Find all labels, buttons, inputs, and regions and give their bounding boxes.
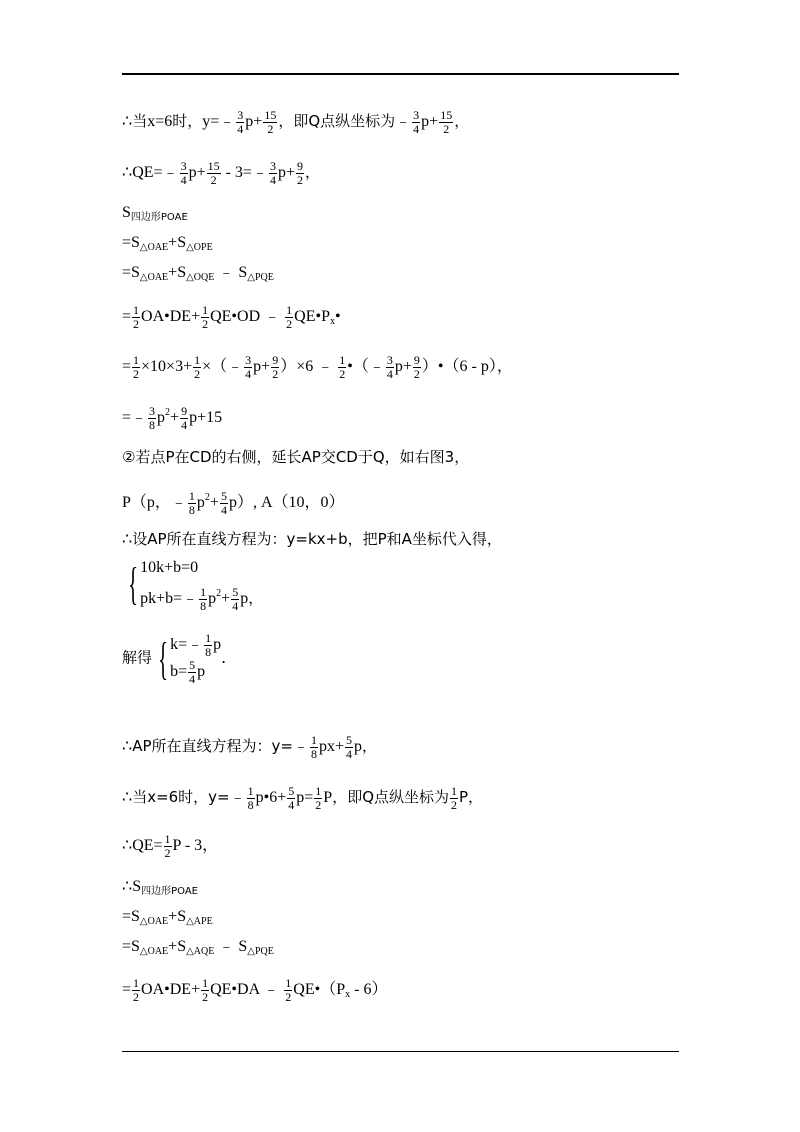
line-2: ∴QE=﹣ $\frac{3}{4}$ p+ $\frac{15}{2}$ - 3=﹣ $\frac{3}{4}$ p+ $\frac{9}{2}$ ， xyxy=(122,159,321,187)
fraction: $\frac{1}{2}$ xyxy=(451,784,458,812)
fraction: $\frac{3}{4}$ xyxy=(413,108,420,136)
fraction: $\frac{1}{2}$ xyxy=(133,353,140,381)
fraction: $\frac{3}{4}$ xyxy=(245,353,252,381)
fraction: $\frac{1}{2}$ xyxy=(202,303,209,331)
line-6: = $\frac{1}{2}$ OA•DE+ $\frac{1}{2}$ QE•OD ﹣ $\frac{1}{2}$ $QE•P_x•$ xyxy=(122,303,341,331)
fraction: $\frac{5}{4}$ xyxy=(346,733,352,761)
line-7: = $\frac{1}{2}$ ×10×3+ $\frac{1}{2}$ ×（﹣ $\frac{3}{4}$ p+ $\frac{9}{2}$ ）×6 ﹣ $\frac{1}{2}$ •（﹣ $\frac{3}{4}$ p+ $\frac{9}{2}$ ）•（6 - p）， xyxy=(122,353,513,381)
line-18: $=S_{\triangle OAE}+S_{\triangle APE}$ xyxy=(122,908,213,927)
line-16: ∴QE= $\frac{1}{2}$ P - 3， xyxy=(122,832,219,860)
fraction: $\frac{9}{2}$ xyxy=(413,353,420,381)
fraction: $\frac{1}{8}$ xyxy=(310,733,317,761)
line-14: ∴AP所在直线方程为：y=﹣ $\frac{1}{8}$ px+ $\frac{5}{4}$ p， xyxy=(122,733,378,761)
fraction: $\frac{9}{2}$ xyxy=(272,353,279,381)
fraction: $\frac{3}{4}$ xyxy=(386,353,393,381)
fraction: $\frac{1}{8}$ xyxy=(205,631,212,659)
fraction: $\frac{9}{4}$ xyxy=(181,403,188,432)
fraction: $\frac{1}{8}$ xyxy=(200,584,207,613)
fraction: $\frac{3}{4}$ xyxy=(180,159,187,187)
header-rule xyxy=(122,73,679,75)
line-15: ∴当x=6时，y=﹣ $\frac{1}{8}$ p•6+ $\frac{5}{4}$ p= $\frac{1}{2}$ P，即Q点纵坐标为 $\frac{1}{2}$ P， xyxy=(122,784,484,812)
fraction: $\frac{1}{2}$ xyxy=(286,303,293,331)
fraction: $\frac{1}{8}$ xyxy=(247,784,254,812)
fraction: $\frac{3}{8}$ xyxy=(149,403,156,432)
line-20: = $\frac{1}{2}$ OA•DE+ $\frac{1}{2}$ QE•DA ﹣ $\frac{1}{2}$ $QE•(P_x - 6)$ xyxy=(122,976,388,1004)
line-5: $=S_{\triangle OAE}+S_{\triangle OQE}$ ﹣ $S_{\triangle PQE}$ xyxy=(122,264,274,283)
line-10: P（p，﹣ $\frac{1}{8}$ $p^2+$ $\frac{5}{4}$ p）, A（10，0） xyxy=(122,488,345,517)
fraction: $\frac{1}{2}$ xyxy=(164,832,171,860)
line-9: ②若点P在CD的右侧，延长AP交CD于Q，如右图3， xyxy=(122,448,470,466)
fraction: $\frac{5}{4}$ xyxy=(232,584,239,613)
fraction: $\frac{15}{2}$ xyxy=(440,108,453,136)
equation-system-1: { 10k+b=0 pk+b=﹣ $\frac{1}{8}$ $p^2+$ $\frac{5}{4}$ p， xyxy=(128,557,264,613)
fraction: $\frac{5}{4}$ xyxy=(220,488,227,517)
line-17: $\therefore S_{四边形POAE}$ xyxy=(122,878,198,897)
fraction: $\frac{1}{2}$ xyxy=(202,976,209,1004)
fraction: $\frac{5}{4}$ xyxy=(288,784,295,812)
fraction: $\frac{15}{2}$ xyxy=(207,159,220,187)
fraction: $\frac{1}{2}$ xyxy=(285,976,292,1004)
fraction: $\frac{1}{2}$ xyxy=(133,976,140,1004)
equation-system-2: 解得 { k=﹣ $\frac{1}{8}$ p b= $\frac{5}{4}$ p ． xyxy=(122,631,238,686)
fraction: $\frac{9}{2}$ xyxy=(297,159,303,187)
fraction: $\frac{3}{4}$ xyxy=(237,108,244,136)
line-19: $=S_{\triangle OAE}+S_{\triangle AQE}$ ﹣ $S_{\triangle PQE}$ xyxy=(122,938,274,957)
fraction: $\frac{1}{2}$ xyxy=(315,784,322,812)
fraction: $\frac{15}{2}$ xyxy=(264,108,277,136)
line-3: $S_{四边形POAE}$ xyxy=(122,204,188,223)
line-4: $=S_{\triangle OAE}+S_{\triangle OPE}$ xyxy=(122,234,213,253)
fraction: $\frac{1}{2}$ xyxy=(194,353,201,381)
line-8: =﹣ $\frac{3}{8}$ $p^2+$ $\frac{9}{4}$ p+15 xyxy=(122,403,223,432)
fraction: $\frac{3}{4}$ xyxy=(269,159,276,187)
footer-rule xyxy=(122,1051,679,1052)
fraction: $\frac{1}{2}$ xyxy=(339,353,346,381)
fraction: $\frac{5}{4}$ xyxy=(189,658,196,686)
line-1: ∴当x=6时，y=﹣ $\frac{3}{4}$ p+ $\frac{15}{2}$ ，即Q点纵坐标为﹣ $\frac{3}{4}$ p+ $\frac{15}{2}$ ， xyxy=(122,108,470,136)
fraction: $\frac{1}{8}$ xyxy=(188,488,195,517)
fraction: $\frac{1}{2}$ xyxy=(133,303,140,331)
line-11: ∴设AP所在直线方程为：y=kx+b，把P和A坐标代入得， xyxy=(122,530,502,548)
